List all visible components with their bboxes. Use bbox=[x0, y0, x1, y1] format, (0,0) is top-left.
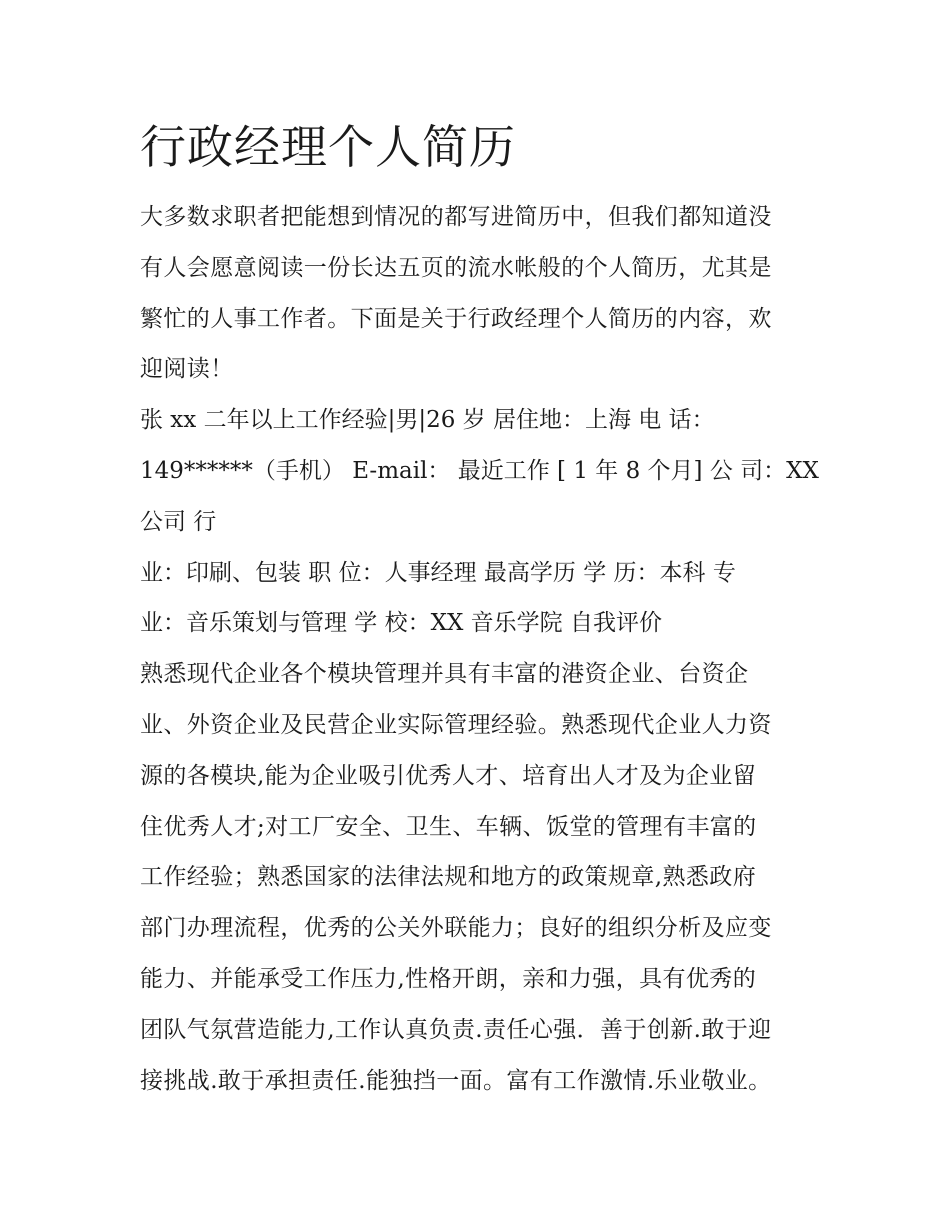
intro-line: 大多数求职者把能想到情况的都写进简历中，但我们都知道没 bbox=[140, 204, 772, 230]
document-title: 行政经理个人简历 bbox=[140, 120, 516, 174]
info-line: 张 xx 二年以上工作经验|男|26 岁 居住地：上海 电 话： bbox=[140, 407, 715, 434]
info-line: 业：印刷、包装 职 位：人事经理 最高学历 学 历：本科 专 bbox=[140, 559, 736, 586]
evaluation-line: 部门办理流程，优秀的公关外联能力；良好的组织分析及应变 bbox=[140, 915, 772, 942]
evaluation-line: 熟悉现代企业各个模块管理并具有丰富的港资企业、台资企 bbox=[140, 661, 749, 688]
self-evaluation-paragraph bbox=[140, 649, 820, 1106]
intro-line: 有人会愿意阅读一份长达五页的流水帐般的个人简历，尤其是 bbox=[140, 254, 772, 281]
intro-line: 迎阅读！ bbox=[140, 356, 234, 383]
evaluation-line: 源的各模块,能为企业吸引优秀人才、培育出人才及为企业留 bbox=[140, 762, 757, 789]
info-line: 业：音乐策划与管理 学 校：XX 音乐学院 自我评价 bbox=[140, 610, 662, 637]
intro-line: 繁忙的人事工作者。下面是关于行政经理个人简历的内容，欢 bbox=[140, 305, 772, 332]
evaluation-line: 接挑战.敢于承担责任.能独挡一面。富有工作激情.乐业敬业。 bbox=[140, 1067, 772, 1094]
personal-info-paragraph bbox=[140, 395, 820, 649]
evaluation-line: 能力、并能承受工作压力,性格开朗，亲和力强，具有优秀的 bbox=[140, 965, 757, 992]
info-line: 149******（手机） E-mail： 最近工作 [ 1 年 8 个月] 公 司：XX bbox=[140, 457, 819, 484]
evaluation-line: 团队气氛营造能力,工作认真负责.责任心强．善于创新.敢于迎 bbox=[140, 1016, 772, 1043]
evaluation-line: 业、外资企业及民营企业实际管理经验。熟悉现代企业人力资 bbox=[140, 711, 772, 738]
evaluation-line: 工作经验；熟悉国家的法律法规和地方的政策规章,熟悉政府 bbox=[140, 864, 757, 891]
document-page bbox=[140, 112, 820, 1106]
info-line: 公司 行 bbox=[140, 508, 217, 535]
evaluation-line: 住优秀人才;对工厂安全、卫生、车辆、饭堂的管理有丰富的 bbox=[140, 813, 757, 840]
intro-paragraph bbox=[140, 192, 820, 395]
